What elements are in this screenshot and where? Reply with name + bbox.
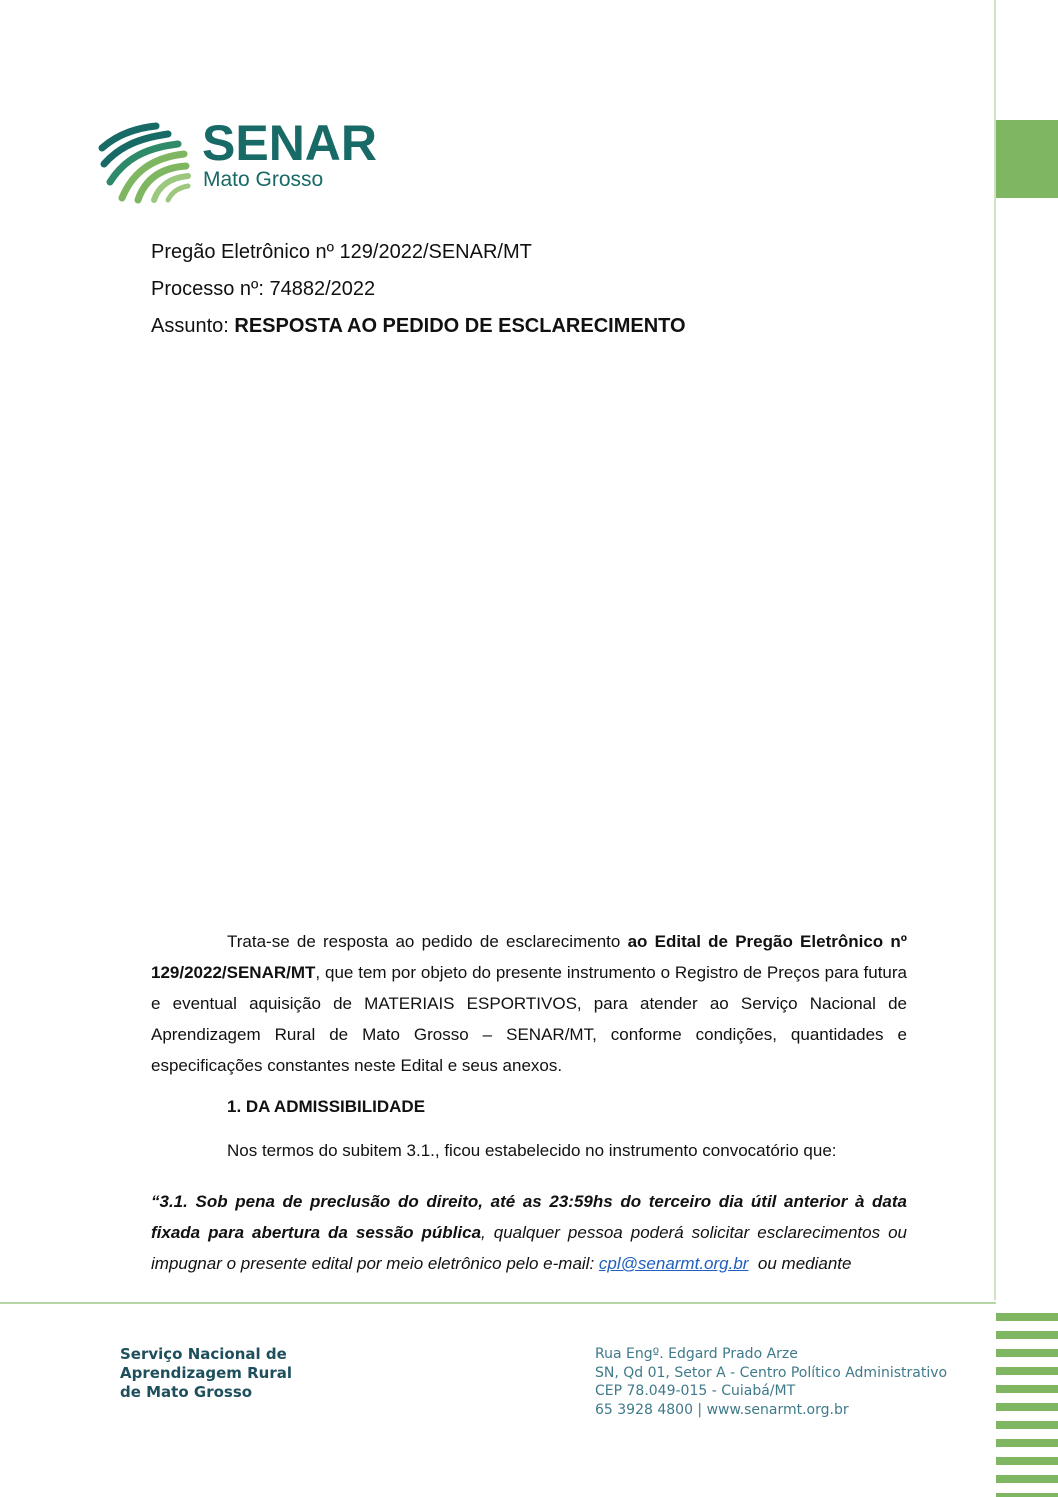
email-link[interactable]: cpl@senarmt.org.br xyxy=(598,1254,749,1273)
intro-text-1: Trata-se de resposta ao pedido de esclarecimento xyxy=(227,932,628,951)
logo-title: SENAR xyxy=(202,115,378,171)
footer-divider xyxy=(0,1302,996,1304)
quote-tail: ou mediante xyxy=(748,1254,852,1273)
senar-logo xyxy=(96,112,376,204)
footer-address-line: SN, Qd 01, Setor A - Centro Político Administrativo xyxy=(595,1364,948,1381)
assunto-value: RESPOSTA AO PEDIDO DE ESCLARECIMENTO xyxy=(234,315,686,337)
assunto-label: Assunto: xyxy=(151,315,235,337)
footer-org-line: de Mato Grosso xyxy=(120,1383,253,1401)
footer-green-stripes xyxy=(996,1313,1058,1497)
quote-text: , qualquer pessoa poderá solicitar esclarecimentos ou impugnar o presente edital por meio eletrônico pelo e-mail: xyxy=(151,1223,908,1273)
footer-contact-line: 65 3928 4800 | www.senarmt.org.br xyxy=(595,1401,849,1418)
quote-paragraph xyxy=(151,1186,907,1279)
processo-line: Processo nº: 74882/2022 xyxy=(151,278,376,300)
footer-address-line: Rua Engº. Edgard Prado Arze xyxy=(595,1346,798,1362)
section-heading: 1. DA ADMISSIBILIDADE xyxy=(227,1097,426,1116)
pregao-line: Pregão Eletrônico nº 129/2022/SENAR/MT xyxy=(151,241,532,263)
footer-org-line: Serviço Nacional de xyxy=(120,1345,287,1363)
footer-address xyxy=(595,1345,947,1419)
footer-org-line: Aprendizagem Rural xyxy=(120,1364,292,1382)
logo-subtitle: Mato Grosso xyxy=(203,168,324,191)
footer-organization xyxy=(120,1345,292,1402)
right-green-block xyxy=(996,120,1058,198)
intro-paragraph xyxy=(151,926,907,1081)
senar-leaf-icon xyxy=(96,112,192,204)
footer-address-line: CEP 78.049-015 - Cuiabá/MT xyxy=(595,1383,796,1399)
intro-paragraph-block xyxy=(151,926,907,1081)
section-paragraph: Nos termos do subitem 3.1., ficou estabelecido no instrumento convocatório que: xyxy=(227,1141,837,1160)
intro-bold-text: ao Edital de Pregão Eletrônico nº 129/2022/SENAR/MT xyxy=(151,932,908,982)
intro-text-2: , que tem por objeto do presente instrumento o Registro de Preços para futura e eventual aquisição de MATERIAIS ESPORTIVOS, para atender ao Serviço Nacional de Aprendizagem Rural de Mato Grosso – SENAR/MT, conforme condições, quantidades e especificações constantes neste Edital e seus anexos. xyxy=(151,963,907,1075)
assunto-line xyxy=(151,314,686,338)
quote-bold-text: “3.1. Sob pena de preclusão do direito, até as 23:59hs do terceiro dia útil anterior à data fixada para abertura da sessão pública xyxy=(151,1192,907,1242)
